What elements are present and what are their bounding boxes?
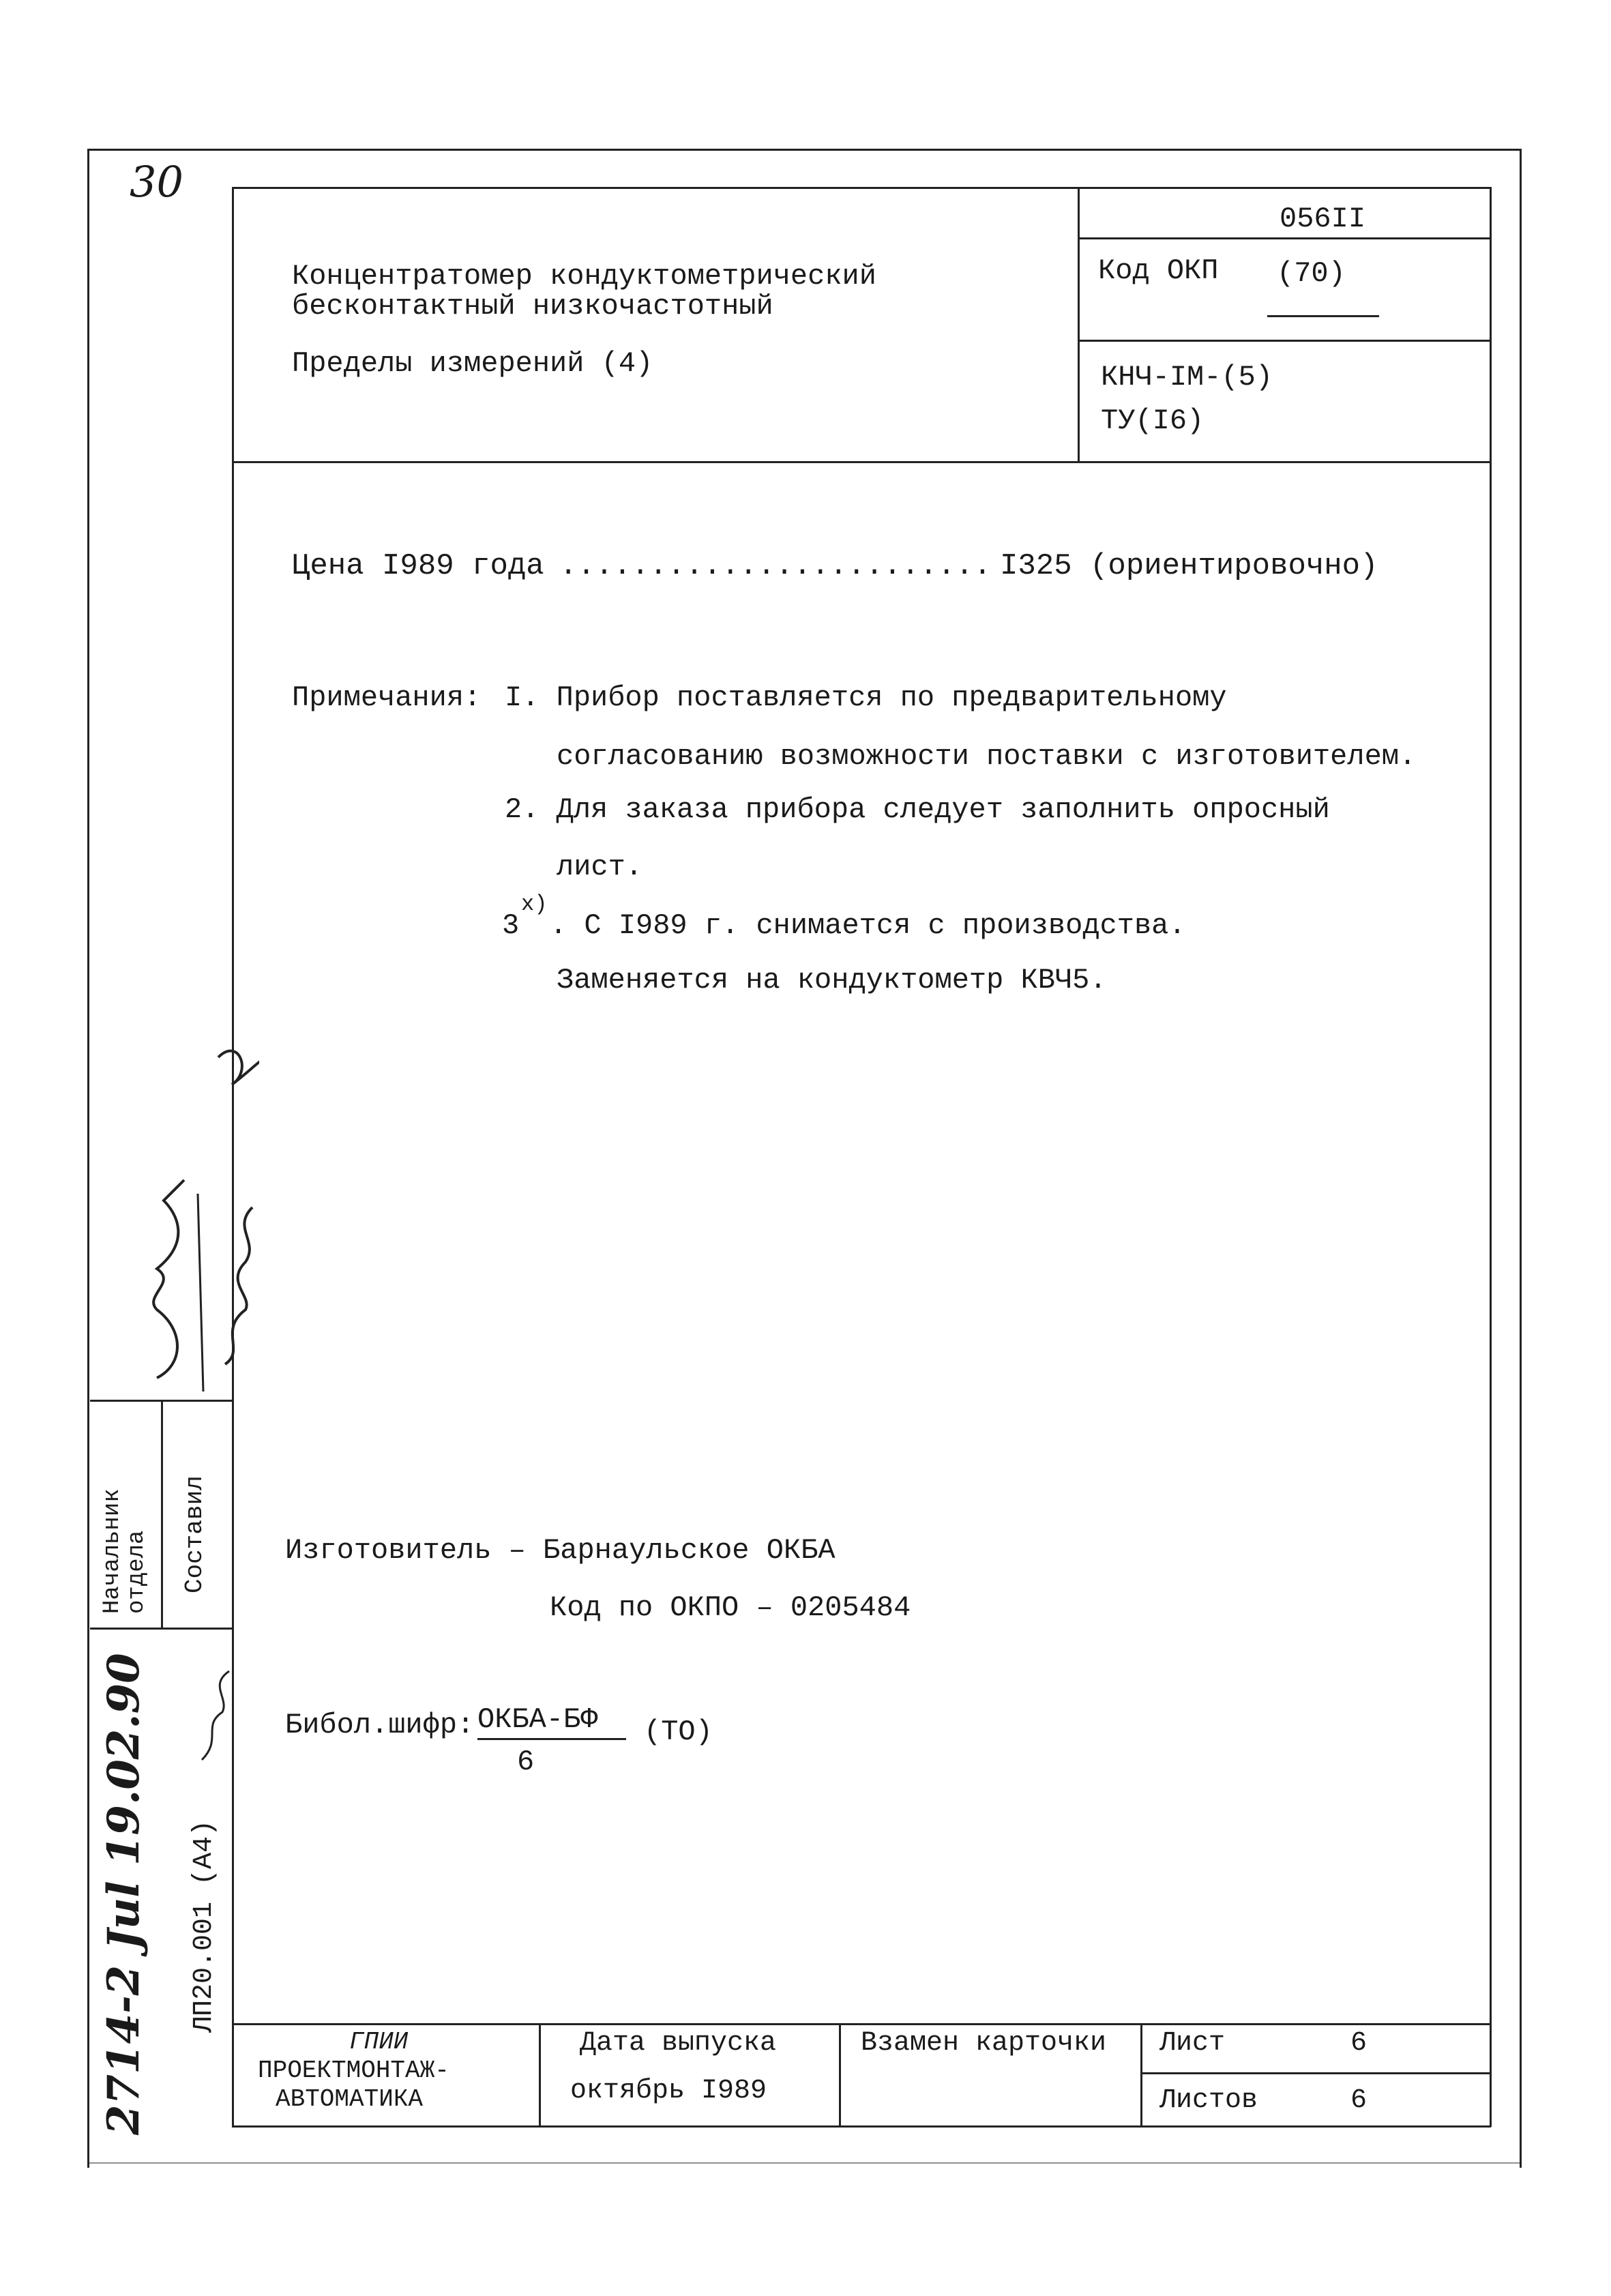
outer-frame-top <box>87 149 1521 151</box>
price-value: I325 (ориентировочно) <box>1000 549 1378 583</box>
signature-line-1 <box>198 1194 203 1392</box>
header-right-divider <box>1078 187 1080 462</box>
inner-frame-right <box>1490 187 1492 2127</box>
code-top: 056II <box>1280 203 1366 235</box>
compiled-label: Составил <box>181 1475 209 1593</box>
header-bottom-line <box>232 461 1491 463</box>
org-line1: ГПИИ <box>349 2028 409 2056</box>
stamp-handwritten: 2714-2 Jul 19.02.90 <box>98 1653 149 2135</box>
sheets-value: 6 <box>1350 2085 1368 2116</box>
head-of-dept-label: Начальник отдела <box>100 1488 150 1614</box>
price-dots: ........................ <box>559 549 992 583</box>
footer-divider-2 <box>839 2023 841 2127</box>
org-line3: АВТОМАТИКА <box>276 2085 424 2113</box>
form-code: ЛП20.001 (А4) <box>189 1819 220 2033</box>
okpo-code: Код по ОКПО – 0205484 <box>550 1591 911 1624</box>
note2-line1: 2. Для заказа прибора следует заполнить опросный <box>505 793 1330 826</box>
okp-label: Код ОКП <box>1098 254 1219 287</box>
outer-frame-bottom <box>87 2162 1521 2164</box>
sheet-value: 6 <box>1350 2028 1368 2059</box>
small-signature <box>202 1671 229 1760</box>
note1-line1: I. Прибор поставляется по предварительному <box>505 681 1227 714</box>
note3-number: 3 <box>502 909 520 942</box>
okp-underline <box>1267 315 1379 317</box>
library-code: ОКБА-БФ <box>477 1703 598 1736</box>
header-okp-line <box>1078 340 1491 342</box>
header-code-line <box>1078 237 1491 239</box>
price-label: Цена I989 года <box>292 549 544 583</box>
release-date-value: октябрь I989 <box>570 2076 767 2106</box>
manufacturer-label: Изготовитель – Барнаульское ОКБА <box>285 1534 836 1567</box>
signature-initials <box>218 1051 259 1085</box>
title-line2: бесконтактный низкочастотный <box>292 290 773 323</box>
inner-frame-bottom <box>232 2125 1491 2128</box>
small-signature-svg <box>188 1658 243 1767</box>
notes-label: Примечания: <box>292 681 482 714</box>
library-denominator: 6 <box>517 1746 535 1778</box>
org-line2: ПРОЕКТМОНТАЖ- <box>258 2057 449 2085</box>
footer-sheet-split <box>1140 2072 1491 2074</box>
signature-compiler <box>225 1207 252 1364</box>
signature-head <box>153 1180 184 1378</box>
tu-code: ТУ(I6) <box>1101 404 1204 437</box>
library-suffix: (ТО) <box>644 1716 713 1748</box>
note3-superscript: x) <box>521 892 548 917</box>
library-fraction-bar <box>477 1738 626 1740</box>
footer-top-line <box>232 2023 1491 2025</box>
okp-code: (70) <box>1277 257 1346 290</box>
signatures-svg <box>82 1010 259 1419</box>
title-line1: Концентратомер кондуктометрический <box>292 260 876 293</box>
note1-line2: согласованию возможности поставки с изготовителем. <box>557 740 1417 773</box>
sheets-label: Листов <box>1159 2085 1258 2116</box>
measurement-limits: Пределы измерений (4) <box>292 347 653 380</box>
note2-line2: лист. <box>557 851 643 883</box>
outer-frame-right <box>1520 149 1522 2168</box>
inner-frame-top <box>232 187 1491 189</box>
library-label: Бибол.шифр: <box>285 1709 475 1741</box>
footer-divider-3 <box>1140 2023 1142 2127</box>
sign-box-divider <box>161 1400 163 1629</box>
note3-line1: . С I989 г. снимается с производства. <box>550 909 1186 942</box>
release-date-label: Дата выпуска <box>580 2028 777 2059</box>
replaces-card-label: Взамен карточки <box>861 2028 1107 2059</box>
note3-line2: Заменяется на кондуктометр КВЧ5. <box>557 964 1107 997</box>
model-code: КНЧ-IМ-(5) <box>1101 361 1273 394</box>
footer-divider-1 <box>539 2023 541 2127</box>
sheet-label: Лист <box>1159 2028 1226 2059</box>
page-number: 30 <box>130 157 183 207</box>
